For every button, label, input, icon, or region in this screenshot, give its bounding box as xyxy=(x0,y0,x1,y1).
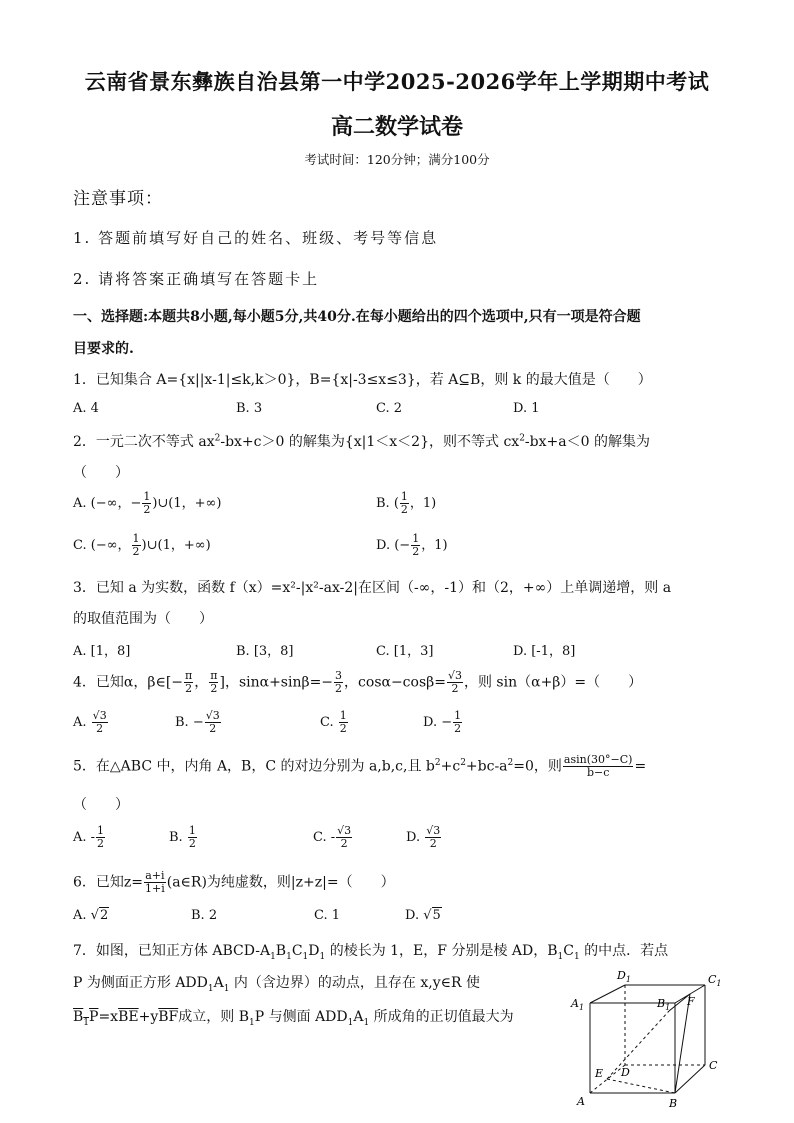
segment-f-b xyxy=(675,994,690,1093)
q3-stem-cont: 的取值范围为（ ） xyxy=(73,611,213,627)
note-item: 2. 请将答案正确填写在答题卡上 xyxy=(73,270,320,288)
q5-paren: （ ） xyxy=(73,797,129,813)
q7-stem-line3: $B_1P=x\overline{BE}+y\overline{BF}$成立，则 $B_1P$ 与侧面 $ADD_1A_1$ 所成角的正切值最大为 xyxy=(73,1009,514,1028)
q6-option-d: D. √5 xyxy=(405,908,441,923)
q1-option-b: B. 3 xyxy=(236,401,263,416)
notes-heading: 注意事项： xyxy=(73,189,163,209)
exam-info: 考试时间：120分钟；满分100分 xyxy=(304,152,490,167)
q3-option-c: C. [1，3] xyxy=(376,644,434,659)
label-e: E xyxy=(595,1067,604,1080)
q5-option-d: D. $\frac{√3}{2}$ xyxy=(406,824,441,850)
subject-title: 高二数学试卷 xyxy=(330,114,463,140)
q2-option-b: B. ( $\frac{1}{2}$ ，1) xyxy=(376,490,437,516)
q5-option-c: C. - $\frac{√3}{2}$ xyxy=(313,824,352,850)
q5-option-b: B. $\frac{1}{2}$ xyxy=(169,824,196,850)
q2-option-d: D. (− $\frac{1}{2}$ ，1) xyxy=(376,532,448,558)
edge-b-c xyxy=(675,1065,705,1093)
label-c: C xyxy=(709,1059,718,1072)
label-a: A xyxy=(577,1095,585,1108)
section-heading-cont: 目要求的. xyxy=(73,341,134,357)
q6-option-a: A. √2 xyxy=(73,908,109,923)
label-b: B xyxy=(669,1097,678,1110)
q3-option-a: A. [1，8] xyxy=(73,644,131,659)
q7-stem-line1: 7．如图，已知正方体 ABCD-$A_1B_1C_1D_1$ 的棱长为 1，E，F 分别是棱 AD，$B_1C_1$ 的中点．若点 xyxy=(73,943,669,962)
q5-option-a: A. - $\frac{1}{2}$ xyxy=(73,824,105,850)
q1-stem: 1．已知集合 A={x||x-1|≤k,k＞0}，B={x|-3≤x≤3}，若 A⊆B，则 k 的最大值是（ ） xyxy=(73,372,652,388)
label-a1: $A_1$ xyxy=(571,997,585,1012)
segment-e-b1-hidden xyxy=(607,1011,669,1079)
q3-stem: 3．已知 a 为实数，函数 f（x）=x²-|x²-ax-2|在区间（-∞，-1）和（2，+∞）上单调递增，则 a xyxy=(73,580,672,596)
edge-a1-d1 xyxy=(590,985,625,1003)
label-d1: $D_1$ xyxy=(617,969,631,984)
q2-stem: 2．一元二次不等式 $ax^2-bx+c>0$ 的解集为{x|1＜x＜2}，则不等式 $cx^2-bx+a<0$ 的解集为 xyxy=(73,433,650,450)
q6-option-b: B. 2 xyxy=(191,908,218,923)
q1-option-d: D. 1 xyxy=(513,401,540,416)
label-b1: $B_1$ xyxy=(657,997,671,1012)
note-item: 1. 答题前填写好自己的姓名、班级、考号等信息 xyxy=(73,229,439,247)
q6-stem: 6．已知z= $\frac{a+i}{1+i}$ (a∈R)为纯虚数，则|z+z|=（ ） xyxy=(73,869,395,895)
cube-figure xyxy=(565,965,735,1115)
label-f: F xyxy=(687,995,695,1008)
q1-option-c: C. 2 xyxy=(376,401,403,416)
segment-e-b-hidden xyxy=(607,1079,675,1093)
q4-option-d: D. − $\frac{1}{2}$ xyxy=(423,709,462,735)
q4-option-c: C. $\frac{1}{2}$ xyxy=(320,709,347,735)
q3-option-d: D. [-1，8] xyxy=(513,644,576,659)
label-d: D xyxy=(621,1066,630,1079)
q4-option-b: B. − $\frac{√3}{2}$ xyxy=(175,709,220,735)
section-heading: 一、选择题:本题共8小题,每小题5分,共40分.在每小题给出的四个选项中,只有一项是符合题 xyxy=(73,309,641,325)
exam-title: 云南省景东彝族自治县第一中学2025-2026学年上学期期中考试 xyxy=(84,69,710,94)
q5-stem: 5．在△ABC 中，内角 A，B，C 的对边分别为 a,b,c,且 $b^2+c^2+bc-a^2=0$，则 $\frac{asin(30^\circ-C)}{b-c}$ = xyxy=(73,753,647,779)
q7-stem-line2: P 为侧面正方形 $ADD_1A_1$ 内（含边界）的动点，且存在 x,y∈R 使 xyxy=(73,975,480,994)
q6-option-c: C. 1 xyxy=(314,908,341,923)
q4-option-a: A. $\frac{√3}{2}$ xyxy=(73,709,107,735)
q2-option-a: A. (−∞，− $\frac{1}{2}$ )∪(1，+∞) xyxy=(73,490,222,516)
q3-option-b: B. [3，8] xyxy=(236,644,294,659)
q2-option-c: C. (−∞， $\frac{1}{2}$ )∪(1，+∞) xyxy=(73,532,211,558)
label-c1: $C_1$ xyxy=(708,973,722,988)
q1-option-a: A. 4 xyxy=(73,401,99,416)
q4-stem: 4．已知α，β∈[− $\frac{\pi}{2}$ ， $\frac{\pi}{2}$ ]，sinα+sinβ=− $\frac{3}{2}$ ，cosα−cosβ= $\frac{√3}{2}$ ，则 sin（α+β）=（ ） xyxy=(73,669,643,695)
q2-paren: （ ） xyxy=(73,465,129,481)
